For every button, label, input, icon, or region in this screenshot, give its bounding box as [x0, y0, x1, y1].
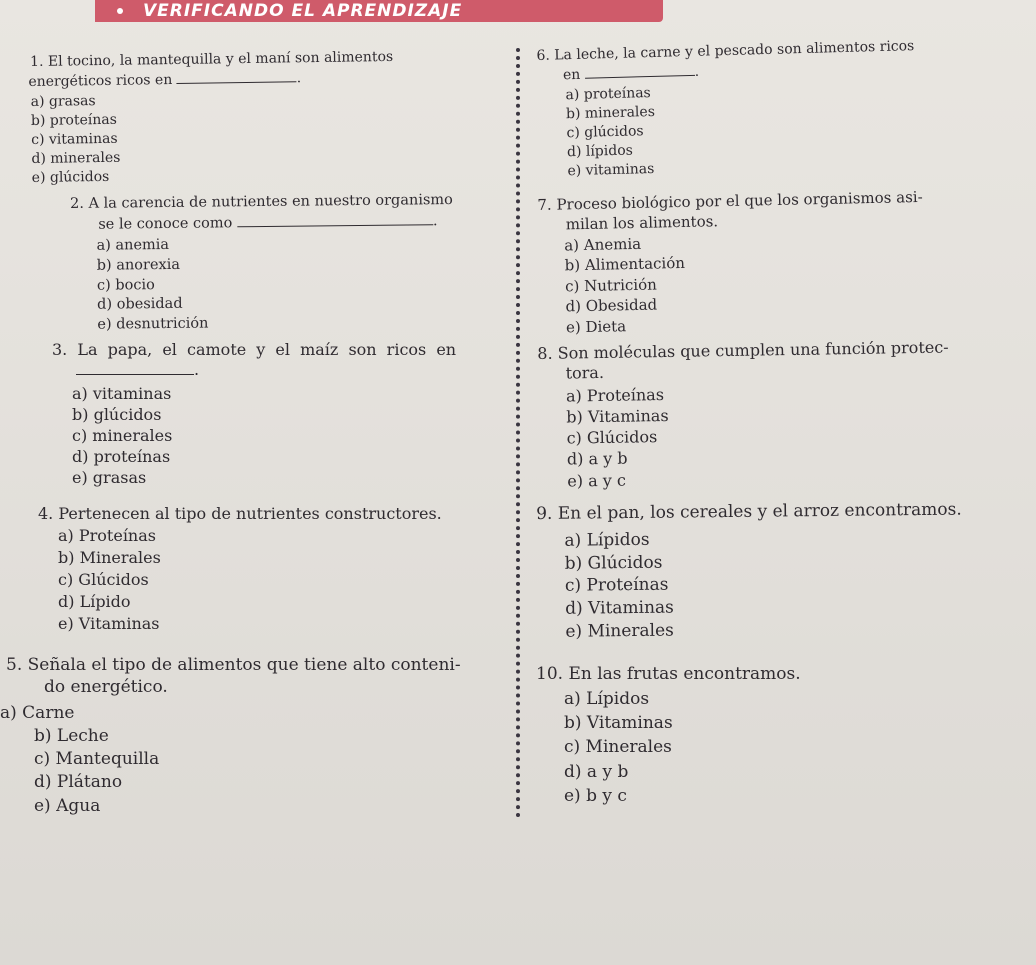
question-3-stem-line1: 3. La papa, el camote y el maíz son ricos en — [52, 340, 457, 359]
question-4-option-d[interactable]: d) Lípido — [58, 592, 131, 611]
question-8 — [537, 326, 1029, 494]
answer-blank[interactable] — [585, 75, 695, 79]
question-4-option-a[interactable]: a) Proteínas — [58, 526, 156, 545]
question-7-option-d[interactable]: d) Obesidad — [565, 295, 658, 316]
question-3-option-c[interactable]: c) minerales — [72, 426, 173, 445]
question-9-option-b[interactable]: b) Glúcidos — [564, 552, 663, 574]
question-6-option-d[interactable]: d) lípidos — [566, 142, 634, 161]
question-10-option-e[interactable]: e) b y c — [564, 786, 627, 806]
question-2-option-d[interactable]: d) obesidad — [97, 295, 183, 313]
question-8-option-c[interactable]: c) Glúcidos — [566, 427, 658, 448]
question-9-option-c[interactable]: c) Proteínas — [564, 574, 669, 596]
question-3-option-e[interactable]: e) grasas — [72, 468, 147, 487]
question-9-stem-line1: 9. En el pan, los cereales y el arroz encontramos. — [536, 499, 962, 524]
answer-blank[interactable] — [237, 224, 433, 227]
question-1-option-a[interactable]: a) grasas — [30, 93, 96, 110]
question-2-option-c[interactable]: c) bocio — [96, 277, 155, 294]
question-5-option-c[interactable]: c) Mantequilla — [34, 749, 160, 769]
question-10-option-b[interactable]: b) Vitaminas — [564, 713, 673, 733]
question-7-option-c[interactable]: c) Nutrición — [564, 275, 657, 296]
question-1-stem-line1: 1. El tocino, la mantequilla y el maní son alimentos — [30, 48, 394, 70]
question-2-option-a[interactable]: a) anemia — [96, 236, 170, 254]
stem-period: . — [296, 70, 302, 87]
question-1-option-c[interactable]: c) vitaminas — [31, 130, 118, 148]
question-8-option-a[interactable]: a) Proteínas — [565, 385, 665, 406]
question-5-stem-line2: do energético. — [44, 677, 168, 697]
question-6-option-e[interactable]: e) vitaminas — [567, 160, 655, 180]
question-9-option-d[interactable]: d) Vitaminas — [565, 597, 674, 619]
question-6-option-c[interactable]: c) glúcidos — [566, 123, 644, 142]
stem-period: . — [194, 360, 200, 379]
question-3-option-b[interactable]: b) glúcidos — [72, 405, 162, 424]
question-7 — [537, 176, 995, 337]
question-9-option-e[interactable]: e) Minerales — [565, 620, 674, 642]
answer-blank[interactable] — [177, 81, 297, 84]
question-5-stem-line1: 5. Señala el tipo de alimentos que tiene alto conteni- — [6, 655, 461, 675]
question-9 — [536, 491, 1028, 646]
question-7-stem-line2: milan los alimentos. — [565, 212, 719, 234]
stem-period: . — [432, 213, 438, 230]
question-10 — [536, 664, 956, 824]
question-6-stem-line1: 6. La leche, la carne y el pescado son alimentos ricos — [536, 38, 915, 64]
question-8-option-e[interactable]: e) a y c — [567, 470, 626, 491]
question-4-option-c[interactable]: c) Glúcidos — [58, 570, 149, 589]
question-2-option-e[interactable]: e) desnutrición — [97, 315, 209, 333]
question-2-stem-line1: 2. A la carencia de nutrientes en nuestro organismo — [70, 191, 453, 212]
question-7-stem-line1: 7. Proceso biológico por el que los organismos asi- — [537, 187, 923, 214]
question-10-option-d[interactable]: d) a y b — [564, 762, 629, 782]
question-10-option-c[interactable]: c) Minerales — [564, 737, 672, 757]
question-7-option-b[interactable]: b) Alimentación — [564, 253, 686, 275]
question-4-option-e[interactable]: e) Vitaminas — [58, 614, 160, 633]
question-5-option-a[interactable]: a) Carne — [0, 703, 75, 723]
question-8-stem-line2: tora. — [565, 362, 605, 383]
section-title: VERIFICANDO EL APRENDIZAJE — [143, 1, 463, 21]
question-6-option-a[interactable]: a) proteínas — [565, 85, 651, 104]
question-3-option-d[interactable]: d) proteínas — [72, 447, 171, 466]
question-8-option-d[interactable]: d) a y b — [566, 448, 628, 469]
question-4-stem-line1: 4. Pertenecen al tipo de nutrientes constructores. — [38, 504, 442, 523]
question-8-stem-line1: 8. Son moléculas que cumplen una función protec- — [537, 337, 949, 363]
question-4 — [38, 504, 514, 644]
question-9-option-a[interactable]: a) Lípidos — [564, 529, 650, 551]
question-7-option-e[interactable]: e) Dieta — [565, 317, 627, 337]
question-6 — [536, 26, 979, 180]
question-3-option-a[interactable]: a) vitaminas — [72, 384, 172, 403]
column-divider — [516, 48, 520, 818]
question-8-option-b[interactable]: b) Vitaminas — [566, 405, 669, 427]
question-1-option-b[interactable]: b) proteínas — [30, 111, 117, 129]
question-3 — [52, 340, 514, 490]
question-10-option-a[interactable]: a) Lípidos — [564, 689, 650, 709]
section-banner — [95, 0, 663, 22]
question-5-option-e[interactable]: e) Agua — [34, 796, 101, 816]
question-1-option-d[interactable]: d) minerales — [31, 149, 121, 167]
question-5-option-b[interactable]: b) Leche — [34, 726, 109, 746]
question-1-stem-line2: energéticos ricos en — [28, 72, 173, 91]
question-1 — [30, 47, 512, 184]
answer-blank[interactable] — [76, 374, 194, 375]
question-4-option-b[interactable]: b) Minerales — [58, 548, 161, 567]
question-2 — [70, 191, 516, 336]
question-5-option-d[interactable]: d) Plátano — [34, 772, 123, 792]
question-7-option-a[interactable]: a) Anemia — [564, 234, 642, 255]
question-5 — [0, 655, 511, 825]
question-1-option-e[interactable]: e) glúcidos — [31, 168, 110, 186]
question-10-stem-line1: 10. En las frutas encontramos. — [536, 664, 801, 684]
question-2-option-b[interactable]: b) anorexia — [96, 256, 181, 274]
stem-period: . — [694, 63, 700, 80]
question-6-stem-line2: en — [562, 66, 581, 84]
bullet-icon — [117, 8, 123, 14]
question-2-stem-line2: se le conoce como — [98, 215, 233, 233]
question-6-option-b[interactable]: b) minerales — [565, 103, 656, 123]
